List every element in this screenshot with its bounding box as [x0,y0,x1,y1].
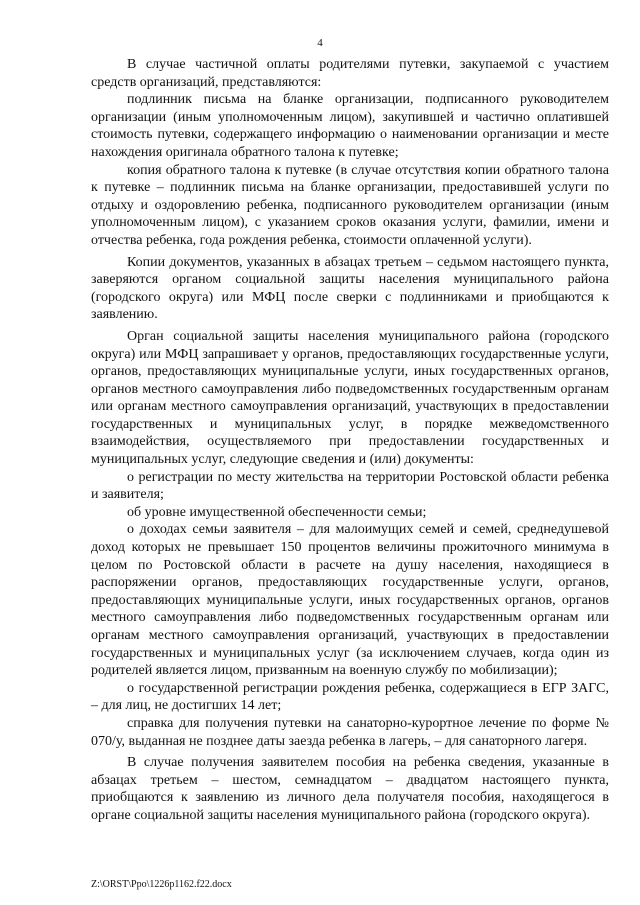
paragraph: Орган социальной защиты населения муниципального района (городского округа) или МФЦ запрашивает у органов, предоставляющих государственные услуги, органов, предоставляющих муниципальные услуги, иных государственных органов, органов местного самоуправления либо подведомственных государственным органам или органам местного самоуправления организаций, участвующих в предоставлении государственных и муниципальных услуг, в порядке межведомственного взаимодействия, осуществляемого при предоставлении государственных и муниципальных услуг, следующие сведения и (или) документы: [91,328,609,468]
paragraph: копия обратного талона к путевке (в случае отсутствия копии обратного талона к путевке – подлинник письма на бланке организации, предоставившей услуги по отдыху и оздоровлению ребенка, подписанного руководителем организации (иным уполномоченным лицом), с указанием сроков оказания услуги, фамилии, имени и отчества ребенка, года рождения ребенка, стоимости оплаченной услуги). [91,162,609,248]
paragraph: подлинник письма на бланке организации, подписанного руководителем организации (иным уполномоченным лицом), закупившей и частично оплатившей стоимость путевки, содержащего информацию о наименовании организации и месте нахождения оригинала обратного талона к путевке; [91,92,609,160]
paragraph: о доходах семьи заявителя – для малоимущих семей и семей, среднедушевой доход которых не превышает 150 процентов величины прожиточного минимума в целом по Ростовской области в расчете на душу населения, находящиеся в распоряжении органов, предоставляющих государственные услуги, органов, предоставляющих муниципальные услуги, иных государственных органов, органов местного самоуправления либо подведомственных государственным органам или органам местного самоуправления организаций, участвующих в предоставлении государственных и муниципальных услуг (за исключением случаев, когда один из родителей является лицом, призванным на военную службу по мобилизации); [91,522,609,679]
footer-file-path: Z:\ORST\Ppo\1226p1162.f22.docx [91,879,232,890]
paragraph: В случае частичной оплаты родителями путевки, закупаемой с участием средств организаций, представляются: [91,57,609,90]
document-body [91,56,609,825]
paragraph: об уровне имущественной обеспеченности семьи; [127,504,427,520]
paragraph: справка для получения путевки на санаторно-курортное лечение по форме № 070/у, выданная не позднее даты заезда ребенка в лагерь, – для санаторного лагеря. [91,715,609,749]
paragraph: Копии документов, указанных в абзацах третьем – седьмом настоящего пункта, заверяются органом социальной защиты населения муниципального района (городского округа) или МФЦ после сверки с подлинниками и приобщаются к заявлению. [91,254,609,323]
paragraph: о государственной регистрации рождения ребенка, содержащиеся в ЕГР ЗАГС, – для лиц, не достигших 14 лет; [91,680,609,714]
page-number: 4 [317,37,323,49]
paragraph: В случае получения заявителем пособия на ребенка сведения, указанные в абзацах третьем – шестом, семнадцатом – двадцатом настоящего пункта, приобщаются к заявлению из личного дела получателя пособия, находящегося в органе социальной защиты населения муниципального района (городского округа). [91,755,609,823]
paragraph: о регистрации по месту жительства на территории Ростовской области ребенка и заявителя; [91,469,609,503]
